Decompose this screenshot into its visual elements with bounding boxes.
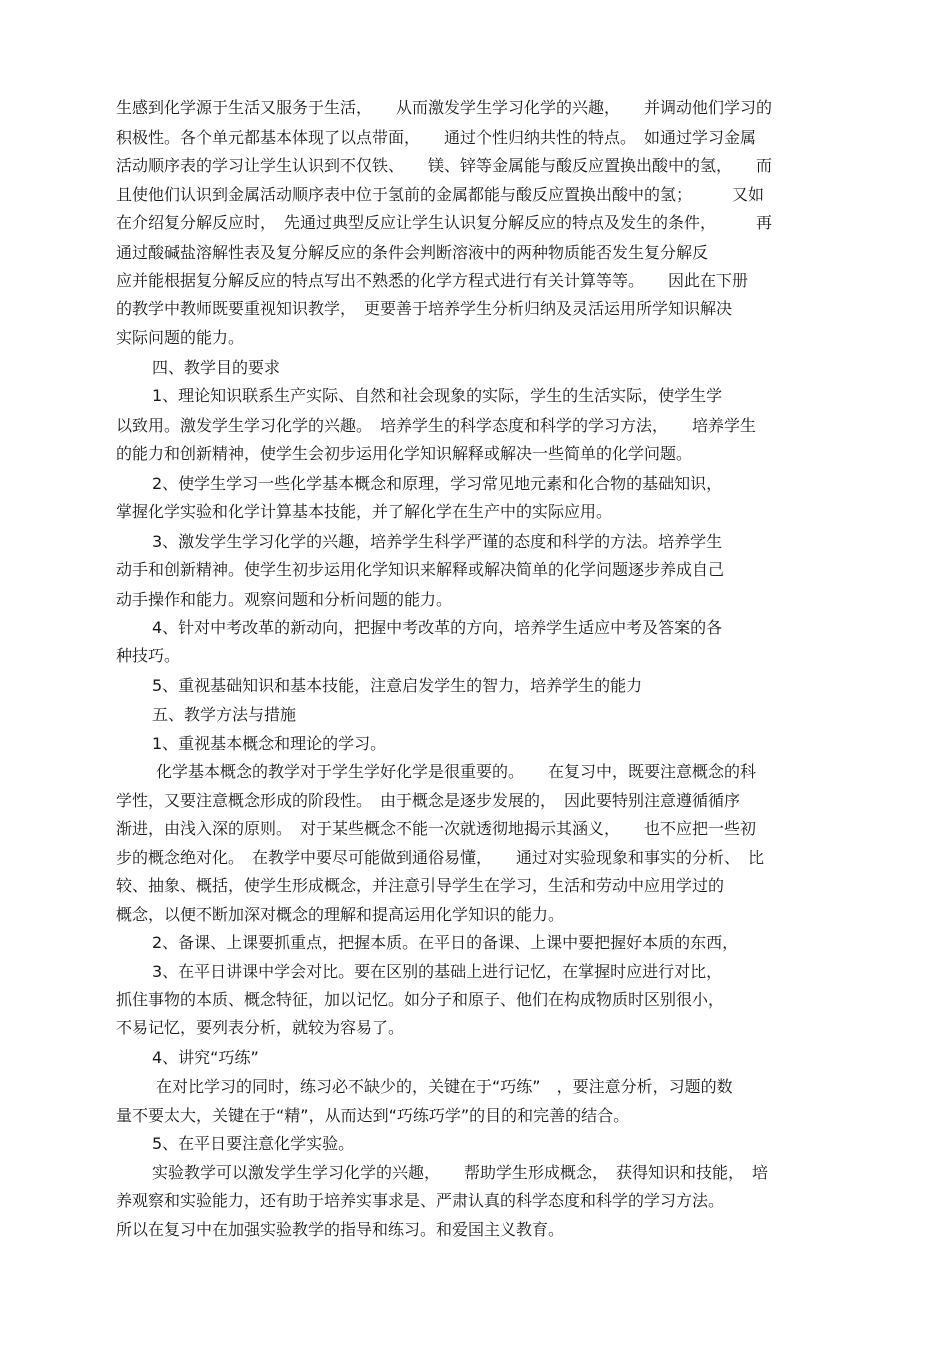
text-line: 且使他们认识到金属活动顺序表中位于氢前的金属都能与酸反应置换出酸中的氢； 又如 [116, 185, 765, 204]
text-line: 2、备课、上课要抓重点，把握本质。在平日的备课、上课中要把握好本质的东西， [152, 933, 739, 952]
text-line: 以致用。激发学生学习化学的兴趣。 培养学生的科学态度和科学的学习方法， 培养学生 [116, 416, 757, 435]
text-line: 3、激发学生学习化学的兴趣，培养学生科学严谨的态度和科学的方法。培养学生 [152, 532, 723, 551]
text-line: 4、针对中考改革的新动向，把握中考改革的方向，培养学生适应中考及答案的各 [152, 618, 723, 637]
text-line: 2、使学生学习一些化学基本概念和原理，学习常见地元素和化合物的基础知识， [152, 474, 723, 493]
text-line: 5、重视基础知识和基本技能，注意启发学生的智力，培养学生的能力 [152, 676, 643, 695]
text-line: 在介绍复分解反应时， 先通过典型反应让学生认识复分解反应的特点及发生的条件， 再 [116, 213, 773, 232]
text-line: 的教学中教师既要重视知识教学， 更要善于培养学生分析归纳及灵活运用所学知识解决 [116, 299, 733, 318]
text-line: 步的概念绝对化。 在教学中要尽可能做到通俗易懂， 通过对实验现象和事实的分析、 比 [116, 848, 765, 867]
text-line: 生感到化学源于生活又服务于生活， 从而激发学生学习化学的兴趣， 并调动他们学习的 [116, 98, 773, 117]
text-line: 4、讲究“巧练” [152, 1048, 259, 1067]
text-line: 较、抽象、概括，使学生形成概念，并注意引导学生在学习，生活和劳动中应用学过的 [116, 876, 725, 895]
text-line: 量不要太大，关键在于“精”，从而达到“巧练巧学”的目的和完善的结合。 [116, 1106, 630, 1125]
text-line: 实验教学可以激发学生学习化学的兴趣， 帮助学生形成概念， 获得知识和技能， 培 [152, 1163, 769, 1182]
text-line: 1、理论知识联系生产实际、自然和社会现象的实际，学生的生活实际，使学生学 [152, 386, 723, 405]
text-line: 四、教学目的要求 [152, 358, 281, 377]
text-line: 养观察和实验能力，还有助于培养实事求是、严肃认真的科学态度和科学的学习方法。 [116, 1191, 725, 1210]
text-line: 概念，以便不断加深对概念的理解和提高运用化学知识的能力。 [116, 905, 565, 924]
text-line: 实际问题的能力。 [116, 328, 245, 347]
text-line: 1、重视基本概念和理论的学习。 [152, 734, 387, 753]
text-line: 积极性。各个单元都基本体现了以点带面， 通过个性归纳共性的特点。 如通过学习金属 [116, 128, 757, 147]
text-line: 渐进，由浅入深的原则。 对于某些概念不能一次就透彻地揭示其涵义， 也不应把一些初 [116, 819, 757, 838]
text-line: 学性，又要注意概念形成的阶段性。 由于概念是逐步发展的， 因此要特别注意遵循循序 [116, 791, 741, 810]
text-line: 不易记忆，要列表分析，就较为容易了。 [116, 1018, 405, 1037]
text-line: 5、在平日要注意化学实验。 [152, 1134, 355, 1153]
text-line: 通过酸碱盐溶解性表及复分解反应的条件会判断溶液中的两种物质能否发生复分解反 [116, 243, 709, 262]
text-line: 所以在复习中在加强实验教学的指导和练习。和爱国主义教育。 [116, 1220, 565, 1239]
text-line: 掌握化学实验和化学计算基本技能，并了解化学在生产中的实际应用。 [116, 502, 613, 521]
text-line: 在对比学习的同时，练习必不缺少的，关键在于“巧练” ，要注意分析，习题的数 [156, 1077, 733, 1096]
text-line: 动手操作和能力。观察问题和分析问题的能力。 [116, 590, 453, 609]
text-line: 种技巧。 [116, 646, 181, 665]
text-line: 的能力和创新精神，使学生会初步运用化学知识解释或解决一些简单的化学问题。 [116, 444, 693, 463]
text-line: 化学基本概念的教学对于学生学好化学是很重要的。 在复习中，既要注意概念的科 [156, 762, 757, 781]
text-line: 抓住事物的本质、概念特征，加以记忆。如分子和原子、他们在构成物质时区别很小， [116, 990, 725, 1009]
text-line: 五、教学方法与措施 [152, 705, 297, 724]
text-line: 动手和创新精神。使学生初步运用化学知识来解释或解决简单的化学问题逐步养成自己 [116, 560, 725, 579]
text-line: 3、在平日讲课中学会对比。要在区别的基础上进行记忆，在掌握时应进行对比， [152, 962, 723, 981]
text-line: 活动顺序表的学习让学生认识到不仅铁、 镁、锌等金属能与酸反应置换出酸中的氢， 而 [116, 156, 773, 175]
text-line: 应并能根据复分解反应的特点写出不熟悉的化学方程式进行有关计算等等。 因此在下册 [116, 271, 749, 290]
